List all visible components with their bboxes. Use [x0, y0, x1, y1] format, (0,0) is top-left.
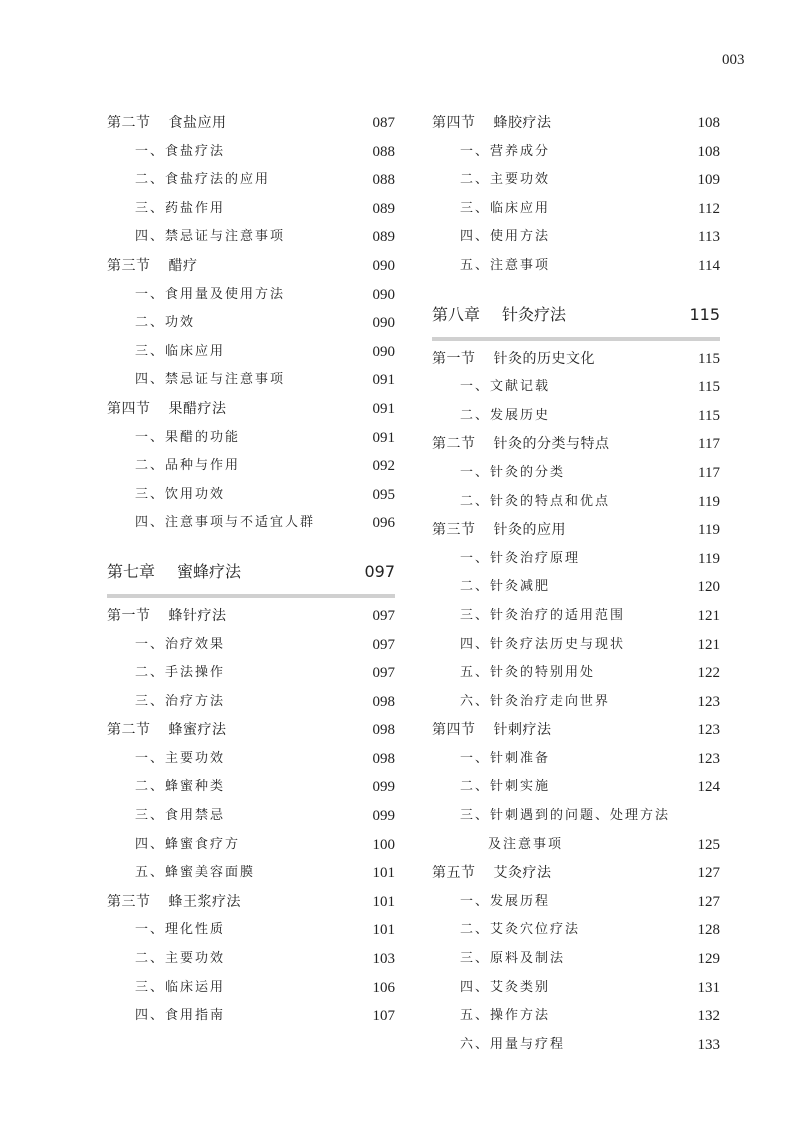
entry-page-number: 097 [372, 607, 395, 624]
toc-subsection-entry[interactable] [432, 916, 720, 945]
entry-title: 二、主要功效 [135, 951, 226, 967]
entry-number: 第二节 [432, 436, 476, 453]
toc-subsection-entry[interactable] [432, 573, 720, 602]
toc-subsection-entry[interactable] [432, 138, 720, 167]
toc-chapter-entry[interactable] [107, 538, 395, 594]
entry-name: 果醋疗法 [168, 400, 227, 417]
entry-title: 三、针灸治疗的适用范围 [460, 607, 626, 623]
toc-subsection-entry[interactable] [432, 373, 720, 402]
toc-subsection-entry[interactable] [107, 138, 395, 167]
entry-name: 针灸的分类与特点 [493, 436, 610, 453]
toc-subsection-entry[interactable] [107, 281, 395, 310]
entry-page-number: 089 [372, 229, 395, 246]
toc-subsection-entry[interactable] [432, 223, 720, 252]
entry-name: 针刺疗法 [493, 722, 552, 739]
toc-subsection-entry[interactable] [107, 945, 395, 974]
entry-number: 第八章 [432, 304, 481, 324]
entry-title: 三、临床应用 [135, 343, 226, 359]
entry-number: 第三节 [107, 257, 151, 274]
entry-page-number: 090 [372, 315, 395, 332]
entry-page-number: 119 [698, 522, 720, 539]
entry-page-number: 101 [372, 922, 395, 939]
toc-subsection-entry[interactable] [107, 745, 395, 774]
entry-title [107, 109, 227, 138]
entry-page-number: 090 [372, 343, 395, 360]
entry-number: 第三节 [432, 522, 476, 539]
entry-number: 第二节 [107, 722, 151, 739]
entry-page-number: 127 [697, 865, 720, 882]
toc-subsection-entry[interactable] [107, 859, 395, 888]
entry-number: 第四节 [107, 400, 151, 417]
toc-subsection-entry[interactable] [107, 195, 395, 224]
entry-title: 三、临床应用 [460, 200, 551, 216]
toc-subsection-entry[interactable] [107, 916, 395, 945]
entry-page-number: 097 [364, 561, 395, 581]
toc-subsection-entry[interactable] [432, 252, 720, 281]
entry-page-number: 108 [697, 115, 720, 131]
entry-name: 针灸的历史文化 [493, 350, 595, 367]
entry-page-number: 133 [697, 1036, 720, 1053]
toc-subsection-entry[interactable] [432, 688, 720, 717]
entry-title: 五、蜂蜜美容面膜 [135, 865, 256, 881]
entry-page-number: 122 [697, 665, 720, 682]
toc-subsection-entry[interactable] [107, 974, 395, 1003]
toc-section-entry[interactable] [107, 602, 395, 631]
toc-subsection-entry[interactable] [107, 366, 395, 395]
entry-title: 三、针刺遇到的问题、处理方法 [460, 808, 671, 824]
entry-page-number: 132 [697, 1008, 720, 1025]
entry-page-number: 128 [697, 922, 720, 939]
entry-name: 食盐应用 [168, 115, 227, 131]
toc-subsection-entry[interactable] [107, 631, 395, 660]
entry-title: 四、禁忌证与注意事项 [135, 372, 286, 388]
entry-title: 六、针灸治疗走向世界 [460, 693, 611, 709]
entry-page-number: 090 [372, 257, 395, 274]
entry-page-number: 098 [372, 750, 395, 767]
toc-subsection-entry[interactable] [432, 773, 720, 802]
entry-page-number: 121 [697, 636, 720, 653]
entry-name: 醋疗 [168, 257, 198, 274]
entry-title: 一、食用量及使用方法 [135, 286, 286, 302]
toc-subsection-entry[interactable] [432, 195, 720, 224]
entry-number: 第一节 [107, 607, 151, 624]
entry-page-number: 127 [697, 893, 720, 910]
toc-section-entry[interactable] [432, 345, 720, 374]
entry-page-number: 100 [372, 836, 395, 853]
entry-page-number: 097 [372, 665, 395, 682]
entry-page-number: 115 [698, 350, 720, 367]
toc-subsection-entry[interactable] [432, 888, 720, 917]
entry-title [432, 516, 566, 545]
entry-title: 一、治疗效果 [135, 636, 226, 652]
toc-column-left [107, 109, 395, 1031]
entry-title: 五、针灸的特别用处 [460, 665, 596, 681]
entry-page-number: 090 [372, 286, 395, 303]
entry-number: 第五节 [432, 865, 476, 882]
entry-page-number: 114 [698, 257, 720, 274]
entry-page-number: 099 [372, 808, 395, 825]
entry-title: 四、注意事项与不适宜人群 [135, 515, 316, 531]
toc-subsection-entry[interactable] [432, 166, 720, 195]
entry-title: 一、营养成分 [460, 143, 551, 159]
entry-name: 蜜蜂疗法 [177, 561, 242, 581]
entry-title: 二、手法操作 [135, 665, 226, 681]
entry-title: 四、艾灸类别 [460, 979, 551, 995]
page-number: 003 [722, 52, 745, 68]
entry-page-number: 098 [372, 693, 395, 710]
entry-page-number: 129 [697, 951, 720, 968]
entry-title [107, 552, 241, 592]
toc-subsection-entry[interactable] [107, 509, 395, 538]
entry-title: 一、针刺准备 [460, 750, 551, 766]
chapter-divider [107, 594, 395, 598]
entry-page-number: 115 [689, 304, 720, 324]
toc-subsection-entry[interactable] [432, 945, 720, 974]
toc-subsection-entry[interactable] [432, 831, 720, 860]
toc-subsection-entry[interactable] [107, 1002, 395, 1031]
toc-subsection-entry[interactable] [432, 631, 720, 660]
entry-page-number: 115 [698, 379, 720, 396]
toc-subsection-entry[interactable] [107, 338, 395, 367]
entry-title: 三、饮用功效 [135, 486, 226, 502]
entry-title: 二、蜂蜜种类 [135, 779, 226, 795]
entry-page-number: 107 [372, 1008, 395, 1025]
entry-number: 第七章 [107, 561, 156, 581]
entry-page-number: 091 [372, 429, 395, 446]
entry-page-number: 092 [372, 458, 395, 475]
toc-subsection-entry[interactable] [107, 802, 395, 831]
entry-title: 二、功效 [135, 315, 196, 331]
toc-subsection-entry[interactable] [107, 831, 395, 860]
entry-number: 第四节 [432, 722, 476, 739]
toc-subsection-entry[interactable] [432, 659, 720, 688]
entry-name: 蜂王浆疗法 [168, 893, 241, 910]
entry-page-number: 123 [697, 693, 720, 710]
entry-page-number: 120 [697, 579, 720, 596]
entry-title: 二、主要功效 [460, 172, 551, 188]
entry-title: 一、针灸治疗原理 [460, 550, 581, 566]
toc-section-entry[interactable] [107, 716, 395, 745]
entry-page-number: 096 [372, 515, 395, 532]
entry-page-number: 119 [698, 493, 720, 510]
toc-subsection-entry[interactable] [107, 452, 395, 481]
toc-subsection-entry[interactable] [432, 802, 720, 831]
toc-subsection-entry[interactable] [107, 309, 395, 338]
entry-title: 三、原料及制法 [460, 951, 566, 967]
entry-page-number: 091 [372, 400, 395, 417]
entry-title: 四、蜂蜜食疗方 [135, 836, 241, 852]
entry-title: 二、针刺实施 [460, 779, 551, 795]
entry-page-number: 088 [372, 143, 395, 160]
toc-subsection-entry[interactable] [432, 1002, 720, 1031]
entry-title: 二、发展历史 [460, 407, 551, 423]
entry-title [432, 430, 610, 459]
entry-page-number: 125 [697, 836, 720, 853]
toc-section-entry[interactable] [107, 109, 395, 138]
entry-title [107, 602, 227, 631]
toc-chapter-entry[interactable] [432, 281, 720, 337]
toc-subsection-entry[interactable] [107, 424, 395, 453]
toc-section-entry[interactable] [432, 109, 720, 138]
entry-title: 一、文献记载 [460, 379, 551, 395]
entry-number: 第一节 [432, 350, 476, 367]
toc-subsection-entry[interactable] [432, 545, 720, 574]
toc-subsection-entry[interactable] [107, 659, 395, 688]
entry-page-number: 087 [372, 115, 395, 131]
toc-subsection-entry[interactable] [432, 974, 720, 1003]
toc-subsection-entry[interactable] [432, 402, 720, 431]
entry-title: 三、治疗方法 [135, 693, 226, 709]
entry-title: 一、理化性质 [135, 922, 226, 938]
entry-title: 一、针灸的分类 [460, 464, 566, 480]
entry-title: 二、针灸的特点和优点 [460, 493, 611, 509]
entry-page-number: 103 [372, 951, 395, 968]
entry-page-number: 097 [372, 636, 395, 653]
toc-subsection-entry[interactable] [107, 223, 395, 252]
entry-page-number: 109 [697, 172, 720, 189]
toc-column-right [432, 109, 720, 1059]
entry-title [432, 295, 566, 335]
entry-title: 三、食用禁忌 [135, 808, 226, 824]
entry-page-number: 124 [697, 779, 720, 796]
entry-number: 第二节 [107, 115, 151, 131]
entry-title: 一、果醋的功能 [135, 429, 241, 445]
entry-name: 艾灸疗法 [493, 865, 552, 882]
entry-name: 蜂蜜疗法 [168, 722, 227, 739]
entry-title: 五、注意事项 [460, 257, 551, 273]
entry-page-number: 099 [372, 779, 395, 796]
entry-title: 四、食用指南 [135, 1008, 226, 1024]
entry-page-number: 098 [372, 722, 395, 739]
entry-title [107, 716, 227, 745]
entry-page-number: 115 [698, 407, 720, 424]
toc-subsection-entry[interactable] [432, 1031, 720, 1060]
entry-page-number: 106 [372, 979, 395, 996]
entry-title: 二、针灸减肥 [460, 579, 551, 595]
entry-title: 及注意事项 [488, 836, 564, 852]
entry-title: 五、操作方法 [460, 1008, 551, 1024]
entry-name: 蜂胶疗法 [493, 115, 552, 131]
entry-page-number: 091 [372, 372, 395, 389]
toc-section-entry[interactable] [107, 395, 395, 424]
entry-page-number: 117 [698, 436, 720, 453]
entry-title: 二、品种与作用 [135, 458, 241, 474]
entry-title: 一、主要功效 [135, 750, 226, 766]
toc-section-entry[interactable] [107, 888, 395, 917]
entry-title: 六、用量与疗程 [460, 1036, 566, 1052]
entry-title: 四、禁忌证与注意事项 [135, 229, 286, 245]
toc-subsection-entry[interactable] [432, 745, 720, 774]
toc-section-entry[interactable] [432, 716, 720, 745]
entry-name: 针灸疗法 [502, 304, 567, 324]
toc-subsection-entry[interactable] [107, 481, 395, 510]
entry-page-number: 131 [697, 979, 720, 996]
entry-title: 三、药盐作用 [135, 200, 226, 216]
toc-subsection-entry[interactable] [432, 488, 720, 517]
toc-section-entry[interactable] [432, 516, 720, 545]
entry-title [432, 109, 552, 138]
entry-title [432, 716, 552, 745]
entry-page-number: 101 [372, 865, 395, 882]
entry-number: 第四节 [432, 115, 476, 131]
entry-page-number: 089 [372, 200, 395, 217]
entry-name: 针灸的应用 [493, 522, 566, 539]
entry-page-number: 113 [698, 229, 720, 246]
entry-title [432, 859, 552, 888]
entry-title: 二、艾灸穴位疗法 [460, 922, 581, 938]
toc-subsection-entry[interactable] [107, 166, 395, 195]
entry-title [432, 345, 595, 374]
entry-title: 一、发展历程 [460, 893, 551, 909]
toc-section-entry[interactable] [432, 859, 720, 888]
entry-page-number: 117 [698, 464, 720, 481]
entry-page-number: 108 [697, 143, 720, 160]
toc-section-entry[interactable] [107, 252, 395, 281]
toc-subsection-entry[interactable] [432, 602, 720, 631]
toc-section-entry[interactable] [432, 430, 720, 459]
entry-page-number: 088 [372, 172, 395, 189]
entry-number: 第三节 [107, 893, 151, 910]
chapter-divider [432, 337, 720, 341]
entry-title: 二、食盐疗法的应用 [135, 172, 271, 188]
entry-title: 一、食盐疗法 [135, 143, 226, 159]
toc-subsection-entry[interactable] [432, 459, 720, 488]
entry-title: 四、针灸疗法历史与现状 [460, 636, 626, 652]
entry-page-number: 121 [697, 607, 720, 624]
toc-subsection-entry[interactable] [107, 773, 395, 802]
entry-title [107, 395, 227, 424]
entry-page-number: 123 [697, 722, 720, 739]
toc-subsection-entry[interactable] [107, 688, 395, 717]
entry-page-number: 123 [697, 750, 720, 767]
entry-title [107, 888, 241, 917]
entry-title [107, 252, 198, 281]
entry-page-number: 101 [372, 893, 395, 910]
entry-name: 蜂针疗法 [168, 607, 227, 624]
entry-page-number: 095 [372, 486, 395, 503]
entry-page-number: 119 [698, 550, 720, 567]
entry-page-number: 112 [698, 200, 720, 217]
entry-title: 三、临床运用 [135, 979, 226, 995]
entry-title: 四、使用方法 [460, 229, 551, 245]
